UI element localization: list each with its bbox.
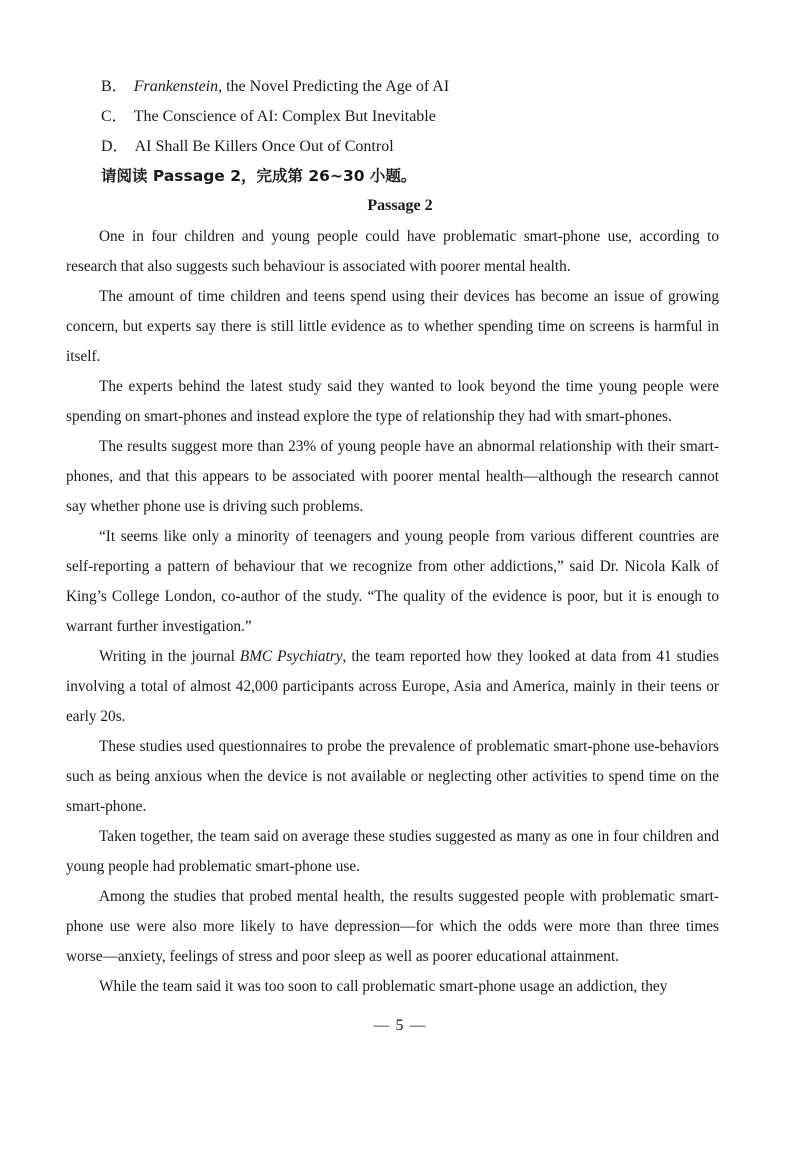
option-text: , the Novel Predicting the Age of AI (218, 78, 450, 95)
passage-body (66, 222, 719, 1002)
paragraph: The results suggest more than 23% of young people have an abnormal relationship with their smart-phones, and that this appears to be associated with poorer mental health—although the research cannot say whether phone use is driving such problems. (66, 438, 719, 515)
paragraph-text: Writing in the journal (99, 648, 240, 665)
option-c (101, 102, 741, 132)
paragraph: Among the studies that probed mental health, the results suggested people with problematic smart-phone use were also more likely to have depression—for which the odds were more than three times worse—anxiety, feelings of stress and poor sleep as well as poorer educational attainment. (66, 888, 719, 965)
option-b (101, 72, 741, 102)
paragraph: While the team said it was too soon to call problematic smart-phone usage an addiction, they (99, 978, 668, 995)
paragraph: “It seems like only a minority of teenagers and young people from various different countries are self-reporting a pattern of behaviour that we recognize from other addictions,” said Dr. Nicola Kalk of King’s College London, co-author of the study. “The quality of the evidence is poor, but it is enough to warrant further investigation.” (66, 528, 719, 635)
option-text: The Conscience of AI: Complex But Inevitable (133, 108, 436, 125)
page-number: — 5 — (373, 1017, 427, 1034)
paragraph: One in four children and young people could have problematic smart-phone use, according to research that also suggests such behaviour is associated with poorer mental health. (66, 228, 719, 275)
passage-title: Passage 2 (367, 197, 433, 214)
option-d (101, 132, 741, 162)
option-title-italic: Frankenstein (133, 78, 219, 95)
answer-options (101, 72, 741, 162)
paragraph (66, 642, 719, 732)
paragraph-text: , the team reported how they looked at data from 41 studies involving a total of almost 42,000 participants across Europe, Asia and America, mainly in their teens or early 20s. (66, 648, 719, 725)
option-letter: C． (101, 108, 128, 125)
paragraph: The experts behind the latest study said they wanted to look beyond the time young people were spending on smart-phones and instead explore the type of relationship they had with smart-phones. (66, 378, 719, 425)
option-letter: B． (101, 78, 128, 95)
option-letter: D． (101, 138, 129, 155)
reading-instruction: 请阅读 Passage 2，完成第 26~30 小题。 (101, 167, 417, 185)
paragraph: The amount of time children and teens spend using their devices has become an issue of growing concern, but experts say there is still little evidence as to whether spending time on screens is harmful in itself. (66, 288, 719, 365)
paragraph: These studies used questionnaires to probe the prevalence of problematic smart-phone use-behaviors such as being anxious when the device is not available or neglecting other activities to spend time on the smart-phone. (66, 738, 719, 815)
paragraph: Taken together, the team said on average these studies suggested as many as one in four children and young people had problematic smart-phone use. (66, 828, 719, 875)
option-text: AI Shall Be Killers Once Out of Control (134, 138, 394, 155)
journal-name: BMC Psychiatry (239, 648, 343, 665)
